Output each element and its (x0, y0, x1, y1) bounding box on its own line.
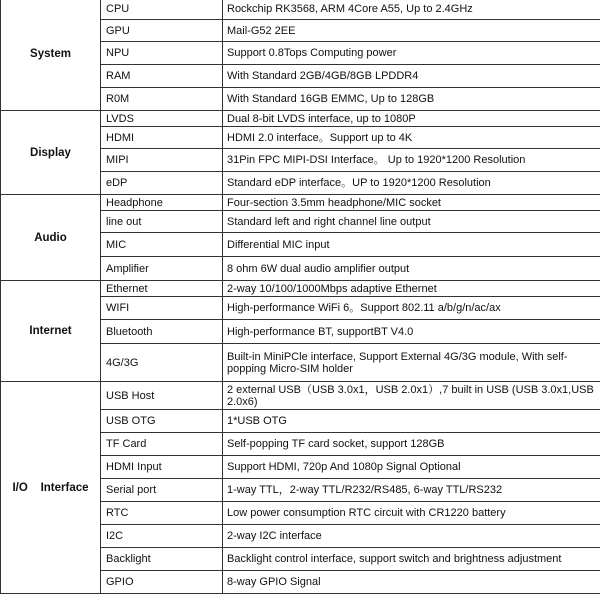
feature-cell: LVDS (101, 111, 223, 127)
category-cell: Audio (1, 195, 101, 281)
feature-cell: Ethernet (101, 281, 223, 297)
description-cell: Differential MIC input (223, 233, 600, 257)
feature-cell: MIPI (101, 149, 223, 172)
description-cell: Mail-G52 2EE (223, 20, 600, 42)
description-cell: Support 0.8Tops Computing power (223, 42, 600, 65)
feature-cell: RAM (101, 65, 223, 88)
description-cell: HDMI 2.0 interface。Support up to 4K (223, 127, 600, 149)
description-cell: 8 ohm 6W dual audio amplifier output (223, 257, 600, 281)
category-cell: System (1, 0, 101, 111)
feature-cell: USB Host (101, 382, 223, 410)
description-cell: Built-in MiniPCle interface, Support External 4G/3G module, With self-popping Micro-SIM holder (223, 344, 600, 382)
feature-cell: HDMI (101, 127, 223, 149)
description-cell: High-performance WiFi 6。Support 802.11 a/b/g/n/ac/ax (223, 297, 600, 320)
feature-cell: 4G/3G (101, 344, 223, 382)
category-cell: Display (1, 111, 101, 195)
category-cell: I/O Interface (1, 382, 101, 594)
feature-cell: Amplifier (101, 257, 223, 281)
feature-cell: USB OTG (101, 410, 223, 433)
description-cell: Dual 8-bit LVDS interface, up to 1080P (223, 111, 600, 127)
feature-cell: CPU (101, 0, 223, 20)
description-cell: With Standard 16GB EMMC, Up to 128GB (223, 88, 600, 111)
spec-table-body (1, 0, 600, 594)
feature-cell: TF Card (101, 433, 223, 456)
description-cell: Backlight control interface, support switch and brightness adjustment (223, 548, 600, 571)
description-cell: 2 external USB（USB 3.0x1，USB 2.0x1）,7 built in USB (USB 3.0x1,USB 2.0x6) (223, 382, 600, 410)
feature-cell: HDMI Input (101, 456, 223, 479)
feature-cell: NPU (101, 42, 223, 65)
description-cell: Low power consumption RTC circuit with CR1220 battery (223, 502, 600, 525)
table-row (1, 281, 600, 297)
description-cell: With Standard 2GB/4GB/8GB LPDDR4 (223, 65, 600, 88)
description-cell: Rockchip RK3568, ARM 4Core A55, Up to 2.4GHz (223, 0, 600, 20)
description-cell: High-performance BT, supportBT V4.0 (223, 320, 600, 344)
description-cell: Self-popping TF card socket, support 128GB (223, 433, 600, 456)
feature-cell: Serial port (101, 479, 223, 502)
table-row (1, 195, 600, 211)
description-cell: 1*USB OTG (223, 410, 600, 433)
feature-cell: GPU (101, 20, 223, 42)
table-row (1, 382, 600, 410)
description-cell: Support HDMI, 720p And 1080p Signal Optional (223, 456, 600, 479)
feature-cell: MIC (101, 233, 223, 257)
feature-cell: eDP (101, 172, 223, 195)
description-cell: Four-section 3.5mm headphone/MIC socket (223, 195, 600, 211)
feature-cell: Bluetooth (101, 320, 223, 344)
feature-cell: Headphone (101, 195, 223, 211)
description-cell: 2-way I2C interface (223, 525, 600, 548)
description-cell: 31Pin FPC MIPI-DSI Interface。 Up to 1920*1200 Resolution (223, 149, 600, 172)
description-cell: 1-way TTL，2-way TTL/R232/RS485, 6-way TTL/RS232 (223, 479, 600, 502)
description-cell: 8-way GPIO Signal (223, 571, 600, 594)
description-cell: 2-way 10/100/1000Mbps adaptive Ethernet (223, 281, 600, 297)
feature-cell: WIFI (101, 297, 223, 320)
feature-cell: Backlight (101, 548, 223, 571)
feature-cell: R0M (101, 88, 223, 111)
feature-cell: RTC (101, 502, 223, 525)
feature-cell: I2C (101, 525, 223, 548)
description-cell: Standard left and right channel line output (223, 211, 600, 233)
description-cell: Standard eDP interface。UP to 1920*1200 Resolution (223, 172, 600, 195)
category-cell: Internet (1, 281, 101, 382)
table-row (1, 0, 600, 20)
feature-cell: line out (101, 211, 223, 233)
feature-cell: GPIO (101, 571, 223, 594)
table-row (1, 111, 600, 127)
